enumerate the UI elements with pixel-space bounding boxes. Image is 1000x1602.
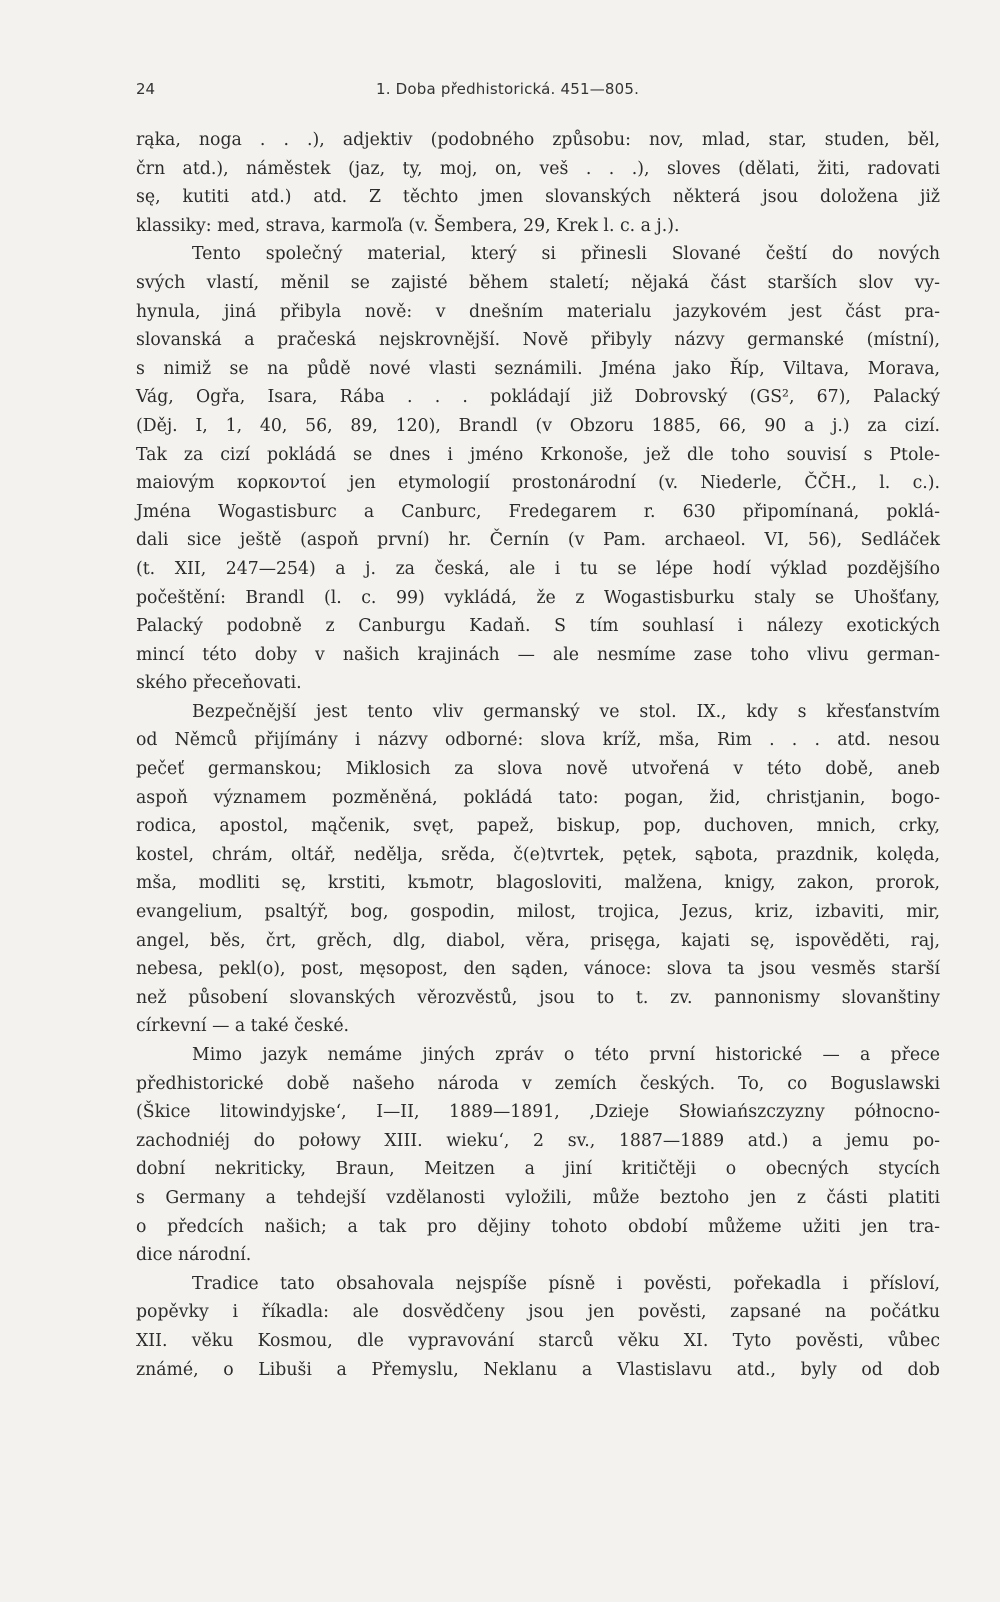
- text-line: XII. věku Kosmou, dle vypravování starců věku XI. Tyto pověsti, vůbec: [136, 1330, 940, 1351]
- text-line: Jména Wogastisburc a Canburc, Fredegarem r. 630 připomínaná, poklá-: [136, 501, 940, 522]
- text-line: nebesa, pekl(o), post, męsopost, den sąden, vánoce: slova ta jsou vesměs starší: [136, 959, 940, 980]
- text-line: církevní — a také české.: [136, 1016, 350, 1037]
- text-line: črn atd.), náměstek (jaz, ty, moj, on, veš . . .), sloves (dělati, žiti, radovati: [136, 158, 940, 179]
- text-line: aspoň významem pozměněná, pokládá tato: pogan, žid, christjanin, bogo-: [136, 787, 940, 808]
- text-line: s Germany a tehdejší vzdělanosti vyložili, může beztoho jen z části platiti: [136, 1187, 940, 1208]
- text-line: svých vlastí, měnil se zajisté během staletí; nějaká část starších slov vy-: [136, 272, 940, 293]
- text-line: Tento společný material, který si přinesli Slované čeští do nových: [192, 244, 940, 265]
- text-line: rodica, apostol, mąčenik, svęt, papež, biskup, pop, duchoven, mnich, crky,: [136, 816, 940, 837]
- text-line: maiovým κορκοντοί jen etymologií prostonárodní (v. Niederle, ČČH., l. c.).: [136, 473, 940, 494]
- text-line: sę, kutiti atd.) atd. Z těchto jmen slovanských některá jsou doložena již: [136, 187, 940, 208]
- text-line: Palacký podobně z Canburgu Kadaň. S tím souhlasí i nálezy exotických: [136, 616, 940, 637]
- text-line: kostel, chrám, oltář, nedělja, srěda, č(e)tvrtek, pętek, sąbota, prazdnik, kolęda,: [136, 844, 940, 865]
- text-line: počeštění: Brandl (l. c. 99) vykládá, že z Wogastisburku staly se Uhošťany,: [136, 587, 940, 608]
- running-head: 1. Doba předhistorická. 451—805.: [376, 80, 640, 98]
- page-number: 24: [136, 80, 156, 98]
- text-line: Tradice tato obsahovala nejspíše písně i pověsti, pořekadla i přísloví,: [192, 1273, 940, 1294]
- text-line: od Němců přijímány i názvy odborné: slova kríž, mša, Rim . . . atd. nesou: [136, 730, 940, 751]
- text-line: dobní nekriticky, Braun, Meitzen a jiní kritičtěji o obecných stycích: [136, 1159, 940, 1180]
- text-line: než působení slovanských věrozvěstů, jsou to t. zv. pannonismy slovanštiny: [136, 987, 940, 1008]
- text-line: slovanská a pračeská nejskrovnější. Nově přibyly názvy germanské (místní),: [136, 330, 940, 351]
- text-line: dali sice ještě (aspoň první) hr. Černín (v Pam. archaeol. VI, 56), Sedláček: [136, 530, 940, 551]
- text-line: Tak za cizí pokládá se dnes i jméno Krkonoše, jež dle toho souvisí s Ptole-: [136, 444, 940, 465]
- text-line: hynula, jiná přibyla nově: v dnešním materialu jazykovém jest část pra-: [136, 301, 940, 322]
- text-line: (Škice litowindyjske‘, I—II, 1889—1891, ‚Dzieje Słowiańszczyzny północno-: [136, 1102, 940, 1123]
- text-line: o předcích našich; a tak pro dějiny tohoto období můžeme užiti jen tra-: [136, 1216, 940, 1237]
- text-line: mincí této doby v našich krajinách — ale nesmíme zase toho vlivu german-: [136, 644, 940, 665]
- text-line: mša, modliti sę, krstiti, kъmotr, blagosloviti, malžena, knigy, zakon, prorok,: [136, 873, 940, 894]
- text-line: dice národní.: [136, 1245, 252, 1266]
- text-line: Mimo jazyk nemáme jiných zpráv o této první historické — a přece: [192, 1045, 940, 1065]
- text-line: klassiky: med, strava, karmoľa (v. Šembera, 29, Krek l. c. a j.).: [136, 215, 680, 236]
- body-text: [136, 126, 940, 1384]
- text-line: ského přeceňovati.: [136, 673, 302, 694]
- text-line: angel, běs, črt, grěch, dlg, diabol, věra, prisęga, kajati sę, ispověděti, raj,: [136, 930, 940, 951]
- text-line: (t. XII, 247—254) a j. za česká, ale i tu se lépe hodí výklad pozdějšího: [136, 558, 940, 579]
- text-line: pečeť germanskou; Miklosich za slova nově utvořená v této době, aneb: [136, 759, 940, 780]
- text-line: známé, o Libuši a Přemyslu, Neklanu a Vlastislavu atd., byly od dob: [136, 1359, 940, 1380]
- text-line: evangelium, psaltýř, bog, gospodin, milost, trojica, Jezus, kriz, izbaviti, mir,: [136, 902, 940, 923]
- text-line: předhistorické době našeho národa v zemích českých. To, co Boguslawski: [136, 1073, 940, 1094]
- text-line: s nimiž se na půdě nové vlasti seznámili. Jména jako Říp, Viltava, Morava,: [136, 358, 940, 379]
- text-line: zachodniéj do połowy XIII. wieku‘, 2 sv., 1887—1889 atd.) a jemu po-: [136, 1130, 940, 1151]
- text-line: (Děj. I, 1, 40, 56, 89, 120), Brandl (v Obzoru 1885, 66, 90 a j.) za cizí.: [136, 415, 940, 436]
- text-line: Bezpečnější jest tento vliv germanský ve stol. IX., kdy s křesťanstvím: [192, 701, 940, 722]
- text-line: popěvky i říkadla: ale dosvědčeny jsou jen pověsti, zapsané na počátku: [136, 1302, 940, 1323]
- text-line: rąka, noga . . .), adjektiv (podobného způsobu: nov, mlad, star, studen, běl,: [136, 130, 940, 150]
- text-line: Vág, Ogřa, Isara, Rába . . . pokládají již Dobrovský (GS², 67), Palacký: [136, 387, 940, 408]
